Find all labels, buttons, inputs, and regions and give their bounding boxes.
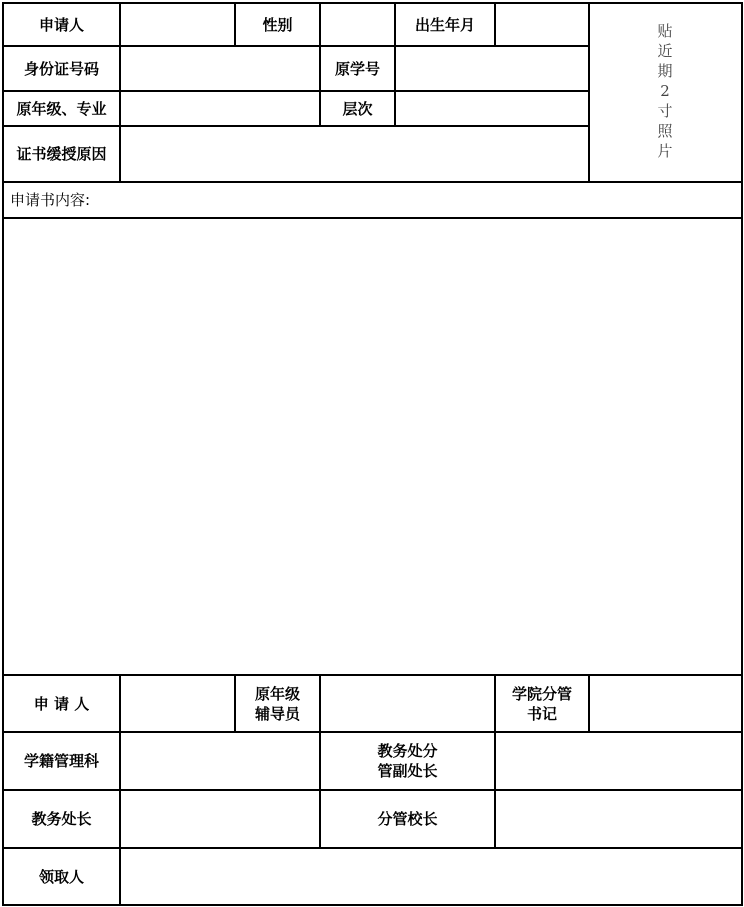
director-field[interactable] xyxy=(121,791,319,847)
registrar-label: 学籍管理科 xyxy=(23,752,99,770)
photo-char: 近 xyxy=(657,42,673,60)
counselor-label xyxy=(236,676,319,731)
birth-field[interactable] xyxy=(496,4,588,45)
photo-char: 照 xyxy=(657,122,673,140)
photo-char: 寸 xyxy=(657,102,673,120)
applicant-label: 申请人 xyxy=(38,15,84,34)
vice-president-field[interactable] xyxy=(496,791,741,847)
reason-field[interactable] xyxy=(121,127,588,181)
deputy-director-field[interactable] xyxy=(496,733,741,789)
level-label: 层次 xyxy=(342,99,373,118)
level-field[interactable] xyxy=(396,92,588,125)
counselor-label-line1: 原年级 xyxy=(254,684,300,703)
college-secretary-line2: 书记 xyxy=(526,704,557,723)
photo-char: 2 xyxy=(660,82,670,100)
id-number-label: 身份证号码 xyxy=(23,59,99,78)
director-label: 教务处长 xyxy=(31,810,92,828)
content-label: 申请书内容: xyxy=(10,191,91,209)
counselor-label-line2: 辅导员 xyxy=(254,704,300,723)
photo-instruction xyxy=(657,21,672,182)
college-secretary-line1: 学院分管 xyxy=(511,684,572,703)
grade-major-label: 原年级、专业 xyxy=(16,99,107,118)
border-right xyxy=(741,2,743,906)
gender-field[interactable] xyxy=(321,4,394,45)
photo-char: 贴 xyxy=(657,22,673,40)
vice-president-label: 分管校长 xyxy=(377,810,438,828)
deputy-director-line2: 管副处长 xyxy=(377,762,438,780)
border-bottom xyxy=(2,904,743,906)
photo-box xyxy=(589,3,741,182)
student-no-field[interactable] xyxy=(396,47,588,90)
gender-label: 性别 xyxy=(262,15,293,34)
deputy-director-label xyxy=(321,733,494,789)
deputy-director-line1: 教务处分 xyxy=(377,742,438,760)
sign-applicant-field[interactable] xyxy=(121,676,234,731)
birth-label: 出生年月 xyxy=(414,15,475,34)
college-secretary-label xyxy=(496,676,588,731)
registrar-field[interactable] xyxy=(121,733,319,789)
grade-major-field[interactable] xyxy=(121,92,319,125)
applicant-field[interactable] xyxy=(121,4,234,45)
counselor-field[interactable] xyxy=(321,676,494,731)
recipient-label: 领取人 xyxy=(38,867,84,886)
student-no-label: 原学号 xyxy=(334,59,380,78)
reason-label: 证书缓授原因 xyxy=(16,145,107,163)
sign-applicant-label: 申 请 人 xyxy=(33,694,90,713)
recipient-field[interactable] xyxy=(121,849,741,904)
application-content-area[interactable] xyxy=(3,219,741,673)
id-number-field[interactable] xyxy=(121,47,319,90)
photo-char: 期 xyxy=(657,62,673,80)
photo-char: 片 xyxy=(657,142,673,160)
college-secretary-field[interactable] xyxy=(590,676,741,731)
